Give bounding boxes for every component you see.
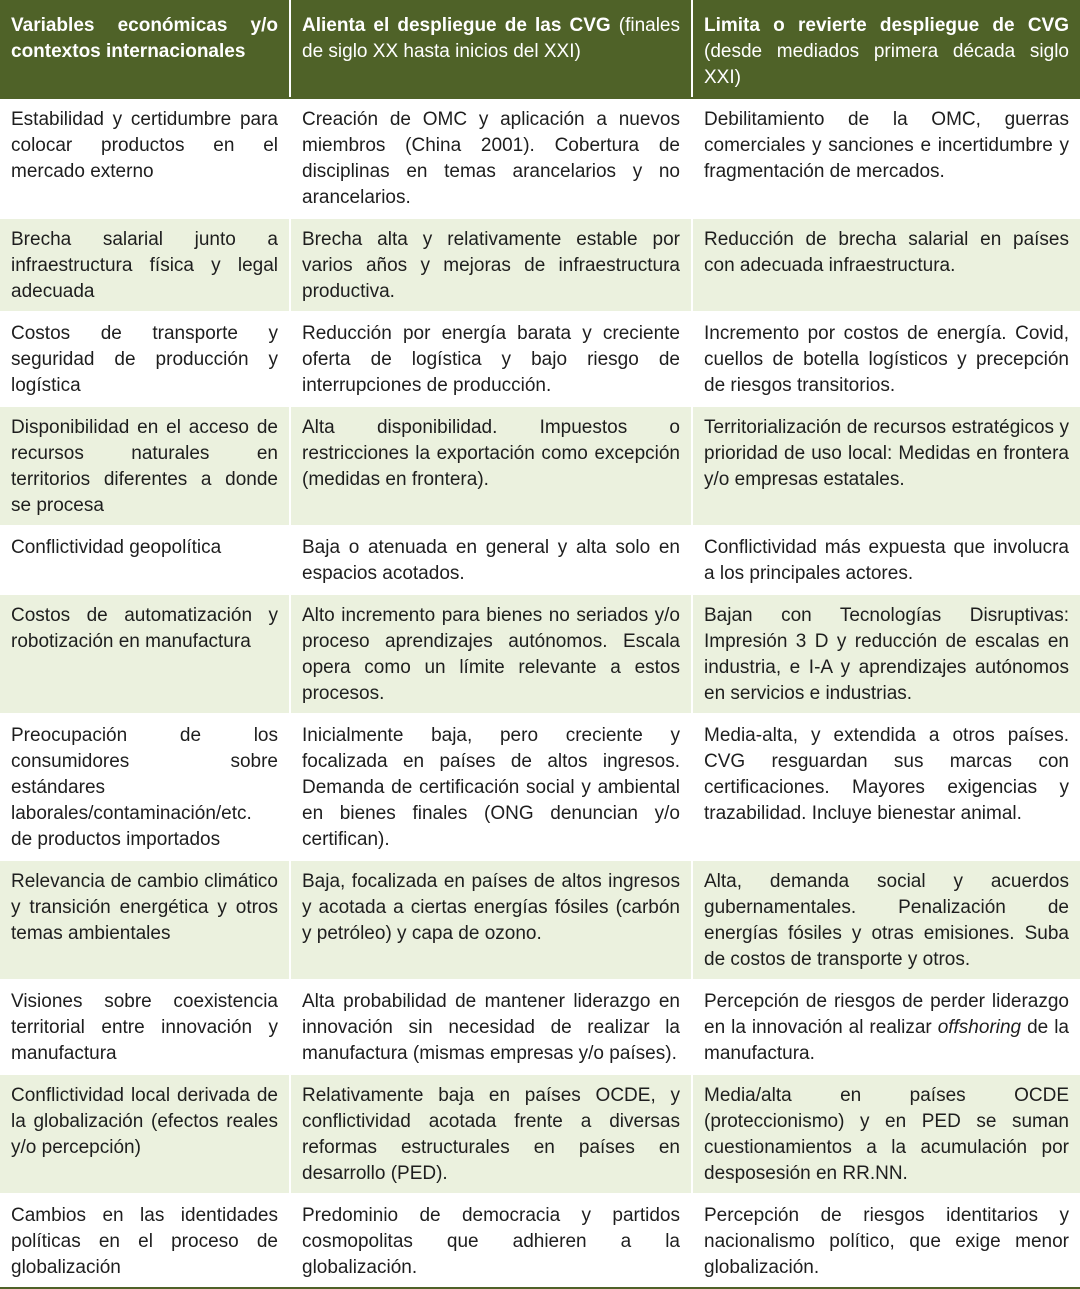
table-row [0, 406, 1080, 526]
header-variables [0, 0, 290, 98]
table-row [0, 714, 1080, 860]
cell-alienta: Alta disponibilidad. Impuestos o restricciones la exportación como excepción (medidas en frontera). [290, 406, 692, 526]
table-row [0, 1194, 1080, 1288]
header-alienta-label: Alienta el despliegue de las CVG [302, 15, 611, 36]
cell-variable: Cambios en las identidades políticas en el proceso de globalización [0, 1194, 290, 1288]
cell-limita: Conflictividad más expuesta que involucra a los principales actores. [692, 526, 1080, 594]
cell-variable: Brecha salarial junto a infraestructura física y legal adecuada [0, 218, 290, 312]
cell-alienta: Relativamente baja en países OCDE, y conflictividad acotada frente a diversas reformas estructurales en países en desarrollo (PED). [290, 1074, 692, 1194]
header-variables-label: Variables económicas y/o contextos internacionales [11, 15, 278, 62]
cell-alienta: Brecha alta y relativamente estable por varios años y mejoras de infraestructura productiva. [290, 218, 692, 312]
cell-limita: Debilitamiento de la OMC, guerras comerciales y sanciones e incertidumbre y fragmentación de mercados. [692, 98, 1080, 218]
table-row [0, 594, 1080, 714]
cell-variable: Relevancia de cambio climático y transición energética y otros temas ambientales [0, 860, 290, 980]
table-row [0, 1074, 1080, 1194]
cell-variable: Conflictividad geopolítica [0, 526, 290, 594]
cell-alienta: Predominio de democracia y partidos cosmopolitas que adhieren a la globalización. [290, 1194, 692, 1288]
header-limita-period: (desde mediados primera década siglo XXI) [704, 41, 1069, 88]
cell-alienta: Creación de OMC y aplicación a nuevos miembros (China 2001). Cobertura de disciplinas en temas arancelarios y no arancelarios. [290, 98, 692, 218]
cell-variable: Disponibilidad en el acceso de recursos naturales en territorios diferentes a donde se procesa [0, 406, 290, 526]
cell-limita-text: Percepción de riesgos de perder liderazgo en la innovación al realizar [704, 991, 1069, 1038]
cell-limita: Reducción de brecha salarial en países con adecuada infraestructura. [692, 218, 1080, 312]
cell-limita: Media/alta en países OCDE (proteccionismo) y en PED se suman cuestionamientos a la acumulación por desposesión en RR.NN. [692, 1074, 1080, 1194]
header-limita-label: Limita o revierte despliegue de CVG [704, 15, 1069, 36]
cell-limita: Percepción de riesgos identitarios y nacionalismo político, que exige menor globalización. [692, 1194, 1080, 1288]
cell-variable: Costos de automatización y robotización en manufactura [0, 594, 290, 714]
table-row [0, 98, 1080, 218]
cell-alienta: Inicialmente baja, pero creciente y focalizada en países de altos ingresos. Demanda de certificación social y ambiental en bienes finales (ONG denuncian y/o certifican). [290, 714, 692, 860]
table-row [0, 980, 1080, 1074]
cell-limita-text-end: de la manufactura. [704, 1017, 1069, 1064]
cell-alienta: Baja o atenuada en general y alta solo en espacios acotados. [290, 526, 692, 594]
cell-limita: Alta, demanda social y acuerdos gubernamentales. Penalización de energías fósiles y otras emisiones. Suba de costos de transporte y otros. [692, 860, 1080, 980]
cell-limita-emphasis: offshoring [937, 1017, 1022, 1038]
cell-limita: Media-alta, y extendida a otros países. CVG resguardan sus marcas con certificaciones. Mayores exigencias y trazabilidad. Incluye bienestar animal. [692, 714, 1080, 860]
cell-limita: Incremento por costos de energía. Covid, cuellos de botella logísticos y precepción de riesgos transitorios. [692, 312, 1080, 406]
cell-limita: Bajan con Tecnologías Disruptivas: Impresión 3 D y reducción de escalas en industria, e I-A y aprendizajes autónomos en servicios e industrias. [692, 594, 1080, 714]
cell-alienta: Baja, focalizada en países de altos ingresos y acotada a ciertas energías fósiles (carbón y petróleo) y capa de ozono. [290, 860, 692, 980]
table-header-row [0, 0, 1080, 98]
header-alienta [290, 0, 692, 98]
cell-variable: Costos de transporte y seguridad de producción y logística [0, 312, 290, 406]
cell-variable: Preocupación de los consumidores sobre estándares laborales/contaminación/etc. de productos importados [0, 714, 290, 860]
cell-variable: Conflictividad local derivada de la globalización (efectos reales y/o percepción) [0, 1074, 290, 1194]
table-row [0, 526, 1080, 594]
cell-limita: Territorialización de recursos estratégicos y prioridad de uso local: Medidas en frontera y/o empresas estatales. [692, 406, 1080, 526]
cell-alienta: Alto incremento para bienes no seriados y/o proceso aprendizajes autónomos. Escala opera como un límite relevante a estos procesos. [290, 594, 692, 714]
table-row [0, 860, 1080, 980]
header-alienta-period: (finales de siglo XX hasta inicios del XXI) [302, 15, 680, 62]
cell-variable: Visiones sobre coexistencia territorial entre innovación y manufactura [0, 980, 290, 1074]
cell-alienta: Reducción por energía barata y creciente oferta de logística y bajo riesgo de interrupciones de producción. [290, 312, 692, 406]
table-row [0, 218, 1080, 312]
cell-alienta: Alta probabilidad de mantener liderazgo en innovación sin necesidad de realizar la manufactura (mismas empresas y/o países). [290, 980, 692, 1074]
cell-variable: Estabilidad y certidumbre para colocar productos en el mercado externo [0, 98, 290, 218]
header-limita [692, 0, 1080, 98]
table-row [0, 312, 1080, 406]
cell-limita [692, 980, 1080, 1074]
